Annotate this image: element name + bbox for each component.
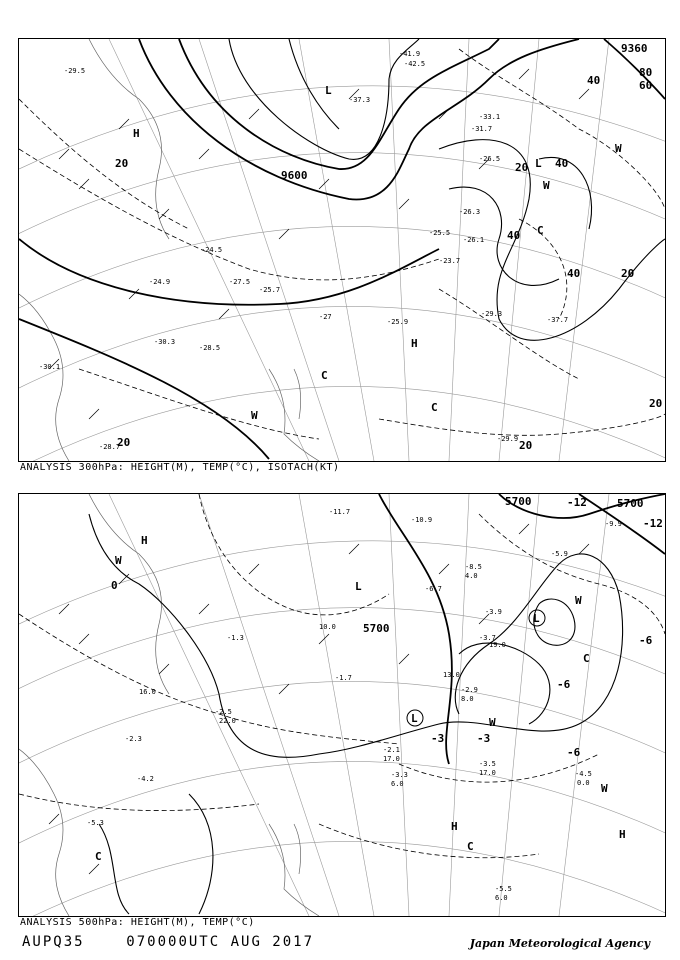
temp-contour-label: -6 bbox=[639, 634, 653, 647]
dewpoint-value: 22.0 bbox=[219, 717, 236, 725]
isotach-label: 40 bbox=[567, 267, 581, 280]
temp-value: -25.9 bbox=[387, 318, 409, 326]
pressure-system-symbol: W bbox=[575, 594, 582, 607]
temp-contour-label: -12 bbox=[567, 496, 587, 509]
temp-value: -26.5 bbox=[479, 155, 501, 163]
pressure-system-symbol: H bbox=[133, 127, 140, 140]
temp-contour-label: 0 bbox=[111, 579, 118, 592]
isotach-label: 20 bbox=[519, 439, 533, 452]
isotach-label: 20 bbox=[515, 161, 529, 174]
pressure-system-symbol: C bbox=[467, 840, 474, 853]
pressure-system-symbol: L bbox=[535, 157, 542, 170]
dewpoint-value: 17.0 bbox=[383, 755, 400, 763]
temp-value: -6.7 bbox=[425, 585, 442, 593]
height-label: 5700 bbox=[617, 497, 644, 510]
pressure-system-symbol: H bbox=[141, 534, 148, 547]
pressure-system-symbol: C bbox=[537, 224, 544, 237]
pressure-system-symbol: L bbox=[325, 84, 332, 97]
temp-value: -37.3 bbox=[349, 96, 371, 104]
isotach-label: 40 bbox=[507, 229, 521, 242]
coastlines bbox=[19, 494, 319, 916]
isotach-label: 20 bbox=[117, 436, 131, 449]
pressure-system-symbol: C bbox=[321, 369, 328, 382]
dewpoint-value: 4.0 bbox=[465, 572, 478, 580]
temp-contour-label: -12 bbox=[643, 517, 663, 530]
height-label: 5700 bbox=[363, 622, 390, 635]
height-contours bbox=[379, 494, 665, 764]
height-label: 5700 bbox=[505, 495, 532, 508]
temp-value: -11.7 bbox=[329, 508, 351, 516]
isotach-label: 20 bbox=[649, 397, 663, 410]
dewpoint-value: 19.0 bbox=[489, 641, 506, 649]
temp-value: -3.9 bbox=[485, 608, 502, 616]
map-500hpa-canvas bbox=[19, 494, 665, 916]
height-label: 9360 bbox=[621, 42, 648, 55]
dewpoint-value: 13.0 bbox=[443, 671, 460, 679]
map-300hpa-canvas bbox=[19, 39, 665, 461]
pressure-system-symbol: W bbox=[543, 179, 550, 192]
map-500hpa-caption: ANALYSIS 500hPa: HEIGHT(M), TEMP(°C) bbox=[20, 917, 255, 928]
pressure-system-symbol: L bbox=[533, 612, 540, 625]
dewpoint-value: 17.0 bbox=[479, 769, 496, 777]
isotach-label: 20 bbox=[115, 157, 129, 170]
agency-name: Japan Meteorological Agency bbox=[469, 937, 650, 950]
temp-value: -2.3 bbox=[125, 735, 142, 743]
dewpoint-value: 0.0 bbox=[577, 779, 590, 787]
pressure-system-symbol: C bbox=[583, 652, 590, 665]
temp-value: -28.5 bbox=[199, 344, 221, 352]
pressure-system-symbol: L bbox=[355, 580, 362, 593]
temp-value: -2.5 bbox=[215, 708, 232, 716]
temp-contour-label: -6 bbox=[557, 678, 571, 691]
temp-value: -5.9 bbox=[551, 550, 568, 558]
temp-value: -23.7 bbox=[439, 257, 461, 265]
map-300hpa bbox=[18, 38, 666, 462]
temp-value: -29.5 bbox=[64, 67, 86, 75]
temp-value: -27.5 bbox=[229, 278, 251, 286]
dewpoint-value: 10.0 bbox=[319, 623, 336, 631]
temp-value: -8.5 bbox=[465, 563, 482, 571]
map-500hpa bbox=[18, 493, 666, 917]
temp-value: -37.7 bbox=[547, 316, 569, 324]
coastlines bbox=[19, 39, 319, 461]
temp-value: -33.1 bbox=[479, 113, 501, 121]
temp-value: -5.5 bbox=[495, 885, 512, 893]
pressure-system-symbol: H bbox=[619, 828, 626, 841]
isotach-label: 80 bbox=[639, 66, 653, 79]
temp-value: -3.3 bbox=[391, 771, 408, 779]
temp-contour-label: -6 bbox=[567, 746, 581, 759]
temp-contours bbox=[89, 514, 623, 914]
pressure-system-symbol: C bbox=[95, 850, 102, 863]
graticule-meridians bbox=[109, 494, 609, 916]
pressure-system-symbol: W bbox=[115, 554, 122, 567]
temp-value: -25.7 bbox=[259, 286, 281, 294]
temp-value: -24.9 bbox=[149, 278, 171, 286]
temp-value: -30.3 bbox=[154, 338, 176, 346]
temp-value: -2.9 bbox=[461, 686, 478, 694]
isotherm-contours bbox=[19, 49, 665, 439]
temp-value: -10.9 bbox=[411, 516, 433, 524]
pressure-system-symbol: W bbox=[489, 716, 496, 729]
pressure-system-symbol: C bbox=[431, 401, 438, 414]
map-300hpa-caption: ANALYSIS 300hPa: HEIGHT(M), TEMP(°C), ISOTACH(KT) bbox=[20, 462, 340, 473]
temp-value: -28.7 bbox=[99, 443, 121, 451]
pressure-system-symbol: L bbox=[411, 712, 418, 725]
temp-value: -2.1 bbox=[383, 746, 400, 754]
product-header bbox=[22, 934, 314, 950]
temp-value: -4.2 bbox=[137, 775, 154, 783]
pressure-system-symbol: W bbox=[601, 782, 608, 795]
pressure-system-symbol: W bbox=[615, 142, 622, 155]
pressure-system-symbol: W bbox=[251, 409, 258, 422]
temp-value: -30.1 bbox=[39, 363, 61, 371]
temp-value: -29.9 bbox=[497, 435, 519, 443]
isotach-label: 40 bbox=[587, 74, 601, 87]
temp-value: -26.1 bbox=[463, 236, 485, 244]
isotach-label: 40 bbox=[555, 157, 569, 170]
temp-value: -1.3 bbox=[227, 634, 244, 642]
temp-value: -24.5 bbox=[201, 246, 223, 254]
dewpoint-value: 6.0 bbox=[391, 780, 404, 788]
temp-contour-label: -3 bbox=[431, 732, 445, 745]
temp-value: -25.5 bbox=[429, 229, 451, 237]
temp-value: -3.7 bbox=[479, 634, 496, 642]
dewpoint-value: 6.0 bbox=[495, 894, 508, 902]
valid-time: 070000UTC AUG 2017 bbox=[126, 934, 315, 950]
isotach-label: 20 bbox=[621, 267, 635, 280]
temp-value: -42.5 bbox=[404, 60, 426, 68]
temp-contour-label: -3 bbox=[477, 732, 491, 745]
height-label: 9600 bbox=[281, 169, 308, 182]
temp-value: -41.9 bbox=[399, 50, 421, 58]
isotach-label: 60 bbox=[639, 79, 653, 92]
temp-value: -5.3 bbox=[87, 819, 104, 827]
temp-value: -26.3 bbox=[459, 208, 481, 216]
station-temperatures bbox=[39, 50, 568, 451]
pressure-system-symbol: H bbox=[411, 337, 418, 350]
temp-value: -29.3 bbox=[481, 310, 503, 318]
dewpoint-value: 16.0 bbox=[139, 688, 156, 696]
temp-value: -4.5 bbox=[575, 770, 592, 778]
temp-value: -9.9 bbox=[605, 520, 622, 528]
pressure-system-symbol: H bbox=[451, 820, 458, 833]
temp-value: -27 bbox=[319, 313, 332, 321]
temp-value: -3.5 bbox=[479, 760, 496, 768]
product-id: AUPQ35 bbox=[22, 934, 85, 950]
temp-value: -1.7 bbox=[335, 674, 352, 682]
temp-value: -31.7 bbox=[471, 125, 493, 133]
height-contours bbox=[19, 39, 665, 459]
dewpoint-value: 8.0 bbox=[461, 695, 474, 703]
station-temperatures bbox=[87, 508, 622, 893]
